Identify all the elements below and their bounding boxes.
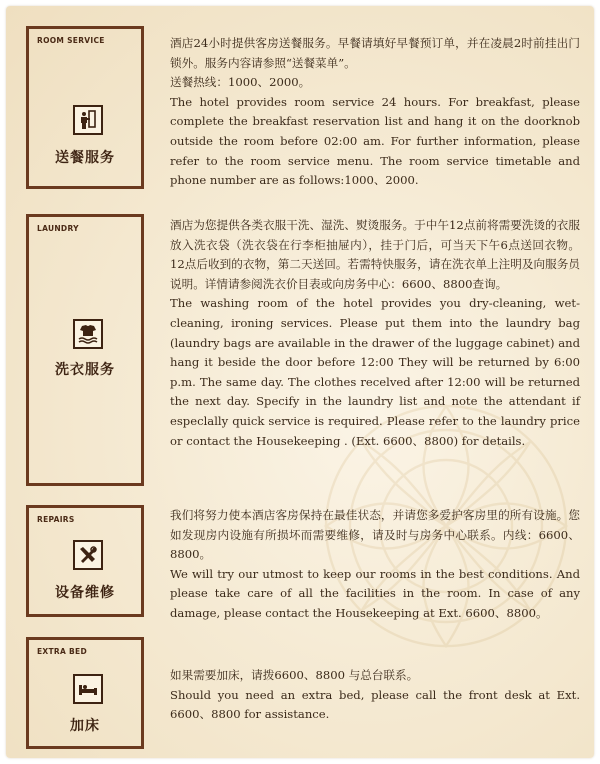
room-service-label-zh: 送餐服务 (55, 150, 115, 166)
room-service-zh: 酒店24小时提供客房送餐服务。早餐请填好早餐预订单，并在凌晨2时前挂出门锁外。服务内容请参照“送餐菜单”。 (170, 36, 580, 70)
laundry-label-box (26, 214, 144, 486)
repairs-label-box (26, 505, 144, 617)
repairs-en: We will try our utmost to keep our rooms in the best conditions. And please take care of all the facilities in the room. In case of any damage, please contact the Housekeeping at Ext. 6600、8800。 (170, 566, 580, 620)
room-service-text (170, 34, 580, 191)
extra-bed-text (170, 666, 580, 725)
laundry-zh: 酒店为您提供各类衣服干洗、湿洗、熨烫服务。于中午12点前将需要洗烫的衣服放入洗衣袋（洗衣袋在行李柜抽屉内），挂于门后，可当天下午6点送回衣物。12点后收到的衣物，第二天送回。若需特快服务，请在洗衣单上注明及向服务员说明。详情请参阅洗衣价目表或向房务中心：6600、8800查询。 (170, 218, 580, 291)
bed-icon (73, 674, 103, 704)
room-service-label-en: ROOM SERVICE (37, 36, 105, 45)
service-guide-page (6, 6, 594, 758)
extra-bed-label-en: EXTRA BED (37, 647, 87, 656)
laundry-icon (73, 319, 103, 349)
room-service-label-box (26, 26, 144, 189)
laundry-en: The washing room of the hotel provides you dry-cleaning, wet-cleaning, ironing services. Please put them into the laundry bag (laundry bags are available in the drawer of the luggage cabinet) and hang it beside the door before 12:00 They will be returned by 6:00 p.m. The same day. The clothes recelved after 12:00 will be returned the next day. Specify in the laundry list and note the attendant if especlally quick service is required. Please refer to the laundry price or contact the Housekeeping . (Ext. 6600、8800) for details. (170, 296, 580, 448)
extra-bed-en: Should you need an extra bed, please call the front desk at Ext. 6600、8800 for assistance. (170, 687, 580, 722)
repairs-label-en: REPAIRS (37, 515, 75, 524)
room-service-hotline: 送餐热线：1000、2000。 (170, 75, 311, 90)
repairs-label-zh: 设备维修 (55, 585, 115, 601)
laundry-label-zh: 洗衣服务 (55, 362, 115, 378)
repairs-zh: 我们将努力使本酒店客房保持在最佳状态，并请您多爱护客房里的所有设施。您如发现房内设施有所损坏而需要维修，请及时与房务中心联系。内线：6600、8800。 (170, 508, 580, 562)
extra-bed-label-box (26, 637, 144, 749)
extra-bed-zh: 如果需要加床，请拨6600、8800 与总台联系。 (170, 668, 419, 682)
laundry-label-en: LAUNDRY (37, 224, 79, 233)
extra-bed-label-zh: 加床 (70, 718, 100, 734)
room-service-icon (73, 105, 103, 135)
room-service-en: The hotel provides room service 24 hours. For breakfast, please complete the breakfast reservation list and hang it on the doorknob outside the room before 02:00 am. For further information, please refer to the room service menu. The room service timetable and phone number are as follows:1000、2000. (170, 94, 580, 188)
repair-tools-icon (73, 540, 103, 570)
repairs-text (170, 506, 580, 624)
laundry-text (170, 216, 580, 451)
